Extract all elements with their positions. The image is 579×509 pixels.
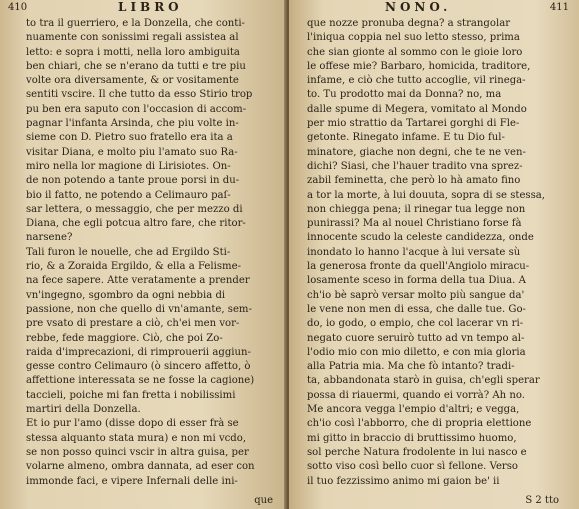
text-line: gesse contro Celimauro (ò sincero affetto, ò	[26, 361, 251, 373]
running-head-right: NONO.	[385, 0, 452, 14]
text-line: negato cuore seruirò tutto ad vn tempo al-	[307, 332, 525, 344]
page-number-left: 410	[8, 2, 28, 13]
text-line: non chiegga pena; il rinegar tua legge non	[307, 203, 526, 215]
text-line: rio, & a Zoraida Ergildo, & ella a Felisme-	[26, 261, 241, 273]
text-line: miro nella lor magione di Lirisiotes. On-	[26, 160, 231, 172]
text-line: il tuo fezzissimo animo mi gaion be' ii	[307, 475, 500, 487]
right-page	[289, 0, 579, 509]
text-line: affettione interessata se ne fosse la cagione)	[26, 375, 255, 387]
right-page-text	[307, 17, 569, 489]
text-line: rebbe, fede maggiore. Ciò, che poi Zo-	[26, 332, 223, 344]
text-line: pu ben era saputo con l'occasion di accom-	[26, 103, 247, 115]
text-line: narsene?	[26, 232, 73, 244]
text-line: to tra il guerriero, e la Donzella, che conti-	[26, 18, 245, 29]
text-line: visitar Diana, e molto piu l'amato suo Ra-	[26, 146, 238, 158]
text-line: de non potendo a tante proue porsi in du-	[26, 175, 240, 187]
text-line: bio il fatto, ne potendo a Celimauro paſ-	[26, 189, 231, 201]
text-line: zabil feminetta, che però lo hà amato fino	[307, 175, 521, 187]
text-line: nuamente con sonissimi regali assistea al	[26, 32, 239, 44]
text-line: sieme con D. Pietro suo fratello era ita a	[26, 132, 233, 144]
text-line: alla Patria mia. Ma che fò intanto? tradi-	[307, 361, 515, 373]
text-line: punirassi? Ma al nouel Christiano forse fà	[307, 218, 522, 230]
text-line: inondato lo hanno l'acque à lui versate sù	[307, 246, 521, 258]
text-line: ta, abbandonata starò in guisa, ch'egli sperar	[307, 375, 540, 387]
text-line: sotto viso così bello cuor sì fellone. Verso	[307, 461, 519, 473]
running-head-left: LIBRO	[118, 0, 183, 14]
text-line: letto: e sopra i motti, nella loro ambiguita	[26, 46, 240, 58]
text-line: l'iniqua coppia nel suo letto stesso, prima	[307, 32, 520, 44]
text-line: vn'ingegno, sgombro da ogni nebbia di	[26, 289, 226, 301]
text-line: do, io godo, o empio, che col lacerar vn ri-	[307, 318, 524, 330]
text-line: immonde faci, e vipere Infernali delle ini-	[26, 475, 238, 487]
left-page-text	[26, 17, 278, 489]
text-line: passione, non che quello di vn'amante, sem-	[26, 303, 252, 315]
text-line: volte ora diversamente, & or vositamente	[26, 75, 239, 87]
text-line: che sian gionte al sommo con le gioie loro	[307, 46, 523, 58]
text-line: l'odio mio con mio diletto, e con mia gloria	[307, 346, 526, 358]
page-number-right: 411	[549, 2, 569, 13]
text-line: ch'io bè saprò versar molto più sangue da'	[307, 289, 525, 301]
text-line: la generosa fronte da quell'Angiolo miracu-	[307, 261, 530, 273]
text-line: raida d'imprecazioni, di rimprouerii aggiun-	[26, 346, 251, 358]
text-line: mi gitto in braccio di bruttissimo huomo,	[307, 432, 517, 444]
text-line: pre vsato di prestare a ciò, ch'ei men vor-	[26, 318, 240, 330]
left-page	[0, 0, 287, 509]
text-line: per mio strattio da Tartarei gorghi di Fle-	[307, 118, 520, 130]
text-line: sentiti vscire. Il che tutto da esso Stirio trop	[26, 89, 253, 101]
text-line: se non posso quinci vscir in altra guisa, per	[26, 446, 249, 458]
text-line: infame, e ciò che tutto accoglie, vil rinega-	[307, 75, 526, 87]
catchword-left: que	[254, 495, 273, 506]
text-line: a tor la morte, à lui douuta, sopra di se stessa,	[307, 189, 546, 201]
text-line: ch'io così l'abborro, che di propria elettione	[307, 418, 532, 430]
text-line: Me ancora vegga l'empio d'altri; e vegga,	[307, 404, 520, 416]
text-line: sar lettera, o messaggio, che per mezzo di	[26, 203, 243, 215]
text-line: taccieli, poiche mi fan fretta i nobilissimi	[26, 389, 236, 401]
text-line: volarne almeno, ombra dannata, ad eser con	[26, 461, 255, 473]
text-line: possa di riauermi, quando ei vorrà? Ah no.	[307, 389, 525, 401]
text-line: dichi? Siasi, che l'hauer tradito vna sprez-	[307, 160, 523, 172]
signature-mark-right: S 2 tto	[525, 495, 559, 506]
text-line: sol perche Natura frodolente in lui nasco e	[307, 446, 527, 458]
text-line: stessa alquanto stata mura) e non mi vcdo,	[26, 432, 247, 444]
text-line: que nozze pronuba degna? a strangolar	[307, 18, 511, 29]
text-line: ben chiari, che se n'erano da tutti e tre piu	[26, 60, 246, 72]
text-line: to. Tu prodotto mai da Donna? no, ma	[307, 89, 502, 101]
text-line: le offese mie? Barbaro, homicida, traditore,	[307, 60, 531, 72]
text-line: Et io pur l'amo (disse dopo di esser frà se	[26, 418, 239, 430]
text-line: minatore, giache non degni, che te ne ven-	[307, 146, 526, 158]
text-line: le vene non men di essa, che dalle tue. Go-	[307, 303, 526, 315]
text-line: getonte. Rinegato infame. E tu Dio ful-	[307, 132, 505, 144]
text-line: Diana, che egli potcua altro fare, che ritor-	[26, 218, 246, 230]
text-line: na fece sapere. Atte veratamente a prender	[26, 275, 250, 287]
text-line: pagnar l'infanta Arsinda, che piu volte in-	[26, 118, 239, 130]
text-line: Tali furon le nouelle, che ad Ergildo Sti-	[26, 246, 231, 258]
text-line: innocente scudo la celeste candidezza, onde	[307, 232, 534, 244]
text-line: losamente sceso in forma della tua Diua. A	[307, 275, 526, 287]
text-line: dalle spume di Megera, vomitato al Mondo	[307, 103, 527, 115]
text-line: martiri della Donzella.	[26, 404, 141, 416]
